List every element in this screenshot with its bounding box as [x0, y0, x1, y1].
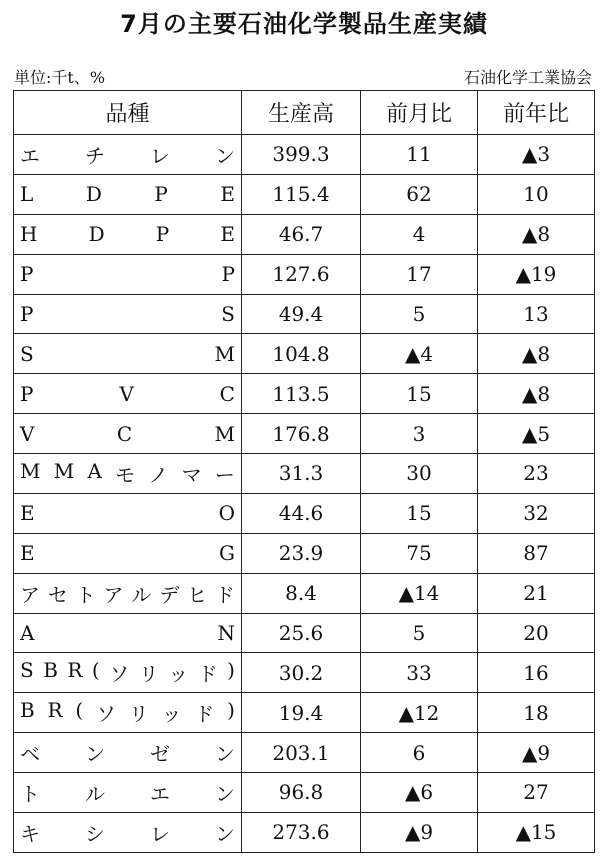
product-name-cell: [14, 414, 242, 454]
mom-cell: 3: [361, 414, 478, 454]
yoy-cell: 23: [478, 454, 595, 494]
product-name-char: ト: [20, 781, 40, 806]
product-name-char: ン: [215, 781, 235, 806]
product-name-char: S: [20, 658, 34, 683]
product-name-cell: [14, 214, 242, 254]
production-cell: 30.2: [242, 653, 361, 693]
header-mom: 前月比: [361, 91, 478, 135]
product-name-char: リ: [128, 702, 149, 727]
production-cell: 8.4: [242, 573, 361, 613]
product-name-char: A: [20, 620, 35, 645]
product-name-char: ヒ: [187, 582, 208, 607]
mom-cell: 62: [361, 174, 478, 214]
product-name-char: セ: [47, 582, 68, 607]
table-row: [14, 174, 595, 214]
yoy-cell: 18: [478, 693, 595, 733]
product-name-char: リ: [138, 662, 159, 687]
table-row: [14, 613, 595, 653]
product-name-cell: [14, 493, 242, 533]
production-cell: 23.9: [242, 533, 361, 573]
product-name-char: シ: [85, 821, 105, 846]
mom-cell: 4: [361, 214, 478, 254]
product-name-char: G: [219, 541, 235, 566]
product-name-cell: [14, 254, 242, 294]
product-name-char: P: [155, 222, 170, 247]
production-cell: 49.4: [242, 294, 361, 334]
mom-cell: ▲4: [361, 334, 478, 374]
production-cell: 96.8: [242, 773, 361, 813]
product-name-char: マ: [181, 462, 202, 487]
source-label: 石油化学工業協会: [463, 68, 592, 87]
mom-cell: ▲12: [361, 693, 478, 733]
product-name-char: (: [91, 658, 100, 683]
mom-cell: 17: [361, 254, 478, 294]
product-name-char: V: [20, 421, 35, 446]
mom-cell: 5: [361, 294, 478, 334]
product-name-char: M: [214, 421, 235, 446]
product-name-char: デ: [159, 582, 180, 607]
table-row: [14, 414, 595, 454]
product-name-char: チ: [85, 143, 105, 168]
mom-cell: 30: [361, 454, 478, 494]
product-name-char: A: [87, 458, 102, 483]
table-row: [14, 334, 595, 374]
table-row: [14, 693, 595, 733]
product-name-cell: [14, 294, 242, 334]
product-name-char: P: [154, 182, 168, 207]
product-name-char: ド: [197, 662, 218, 687]
product-name-char: ド: [194, 702, 215, 727]
table-row: [14, 214, 595, 254]
mom-cell: 5: [361, 613, 478, 653]
product-name-char: ): [227, 698, 235, 723]
mom-cell: ▲6: [361, 773, 478, 813]
yoy-cell: 21: [478, 573, 595, 613]
product-name-char: P: [221, 262, 235, 287]
product-name-char: H: [20, 222, 38, 247]
table-row: [14, 135, 595, 175]
product-name-char: レ: [150, 143, 170, 168]
table-row: [14, 493, 595, 533]
product-name-char: P: [20, 301, 34, 326]
product-name-cell: [14, 174, 242, 214]
production-cell: 46.7: [242, 214, 361, 254]
product-name-char: エ: [150, 781, 170, 806]
product-name-char: ト: [75, 582, 96, 607]
product-name-char: R: [67, 658, 83, 683]
product-name-char: ン: [215, 821, 235, 846]
production-cell: 31.3: [242, 454, 361, 494]
product-name-char: P: [20, 381, 34, 406]
product-name-char: R: [47, 698, 63, 723]
product-name-char: S: [20, 341, 34, 366]
table-row: [14, 773, 595, 813]
yoy-cell: 16: [478, 653, 595, 693]
production-cell: 115.4: [242, 174, 361, 214]
table-row: [14, 254, 595, 294]
yoy-cell: 20: [478, 613, 595, 653]
mom-cell: 11: [361, 135, 478, 175]
product-name-char: M: [214, 341, 235, 366]
product-name-char: V: [119, 381, 134, 406]
product-name-char: E: [220, 182, 235, 207]
product-name-char: P: [20, 262, 34, 287]
product-name-char: ッ: [168, 662, 189, 687]
product-name-cell: [14, 334, 242, 374]
product-name-cell: [14, 773, 242, 813]
product-name-char: ド: [214, 582, 235, 607]
product-name-char: ア: [20, 582, 40, 607]
mom-cell: 33: [361, 653, 478, 693]
product-name-char: E: [20, 541, 35, 566]
yoy-cell: 27: [478, 773, 595, 813]
production-cell: 273.6: [242, 812, 361, 852]
table-row: [14, 573, 595, 613]
product-name-char: B: [43, 658, 58, 683]
product-name-char: ア: [103, 582, 124, 607]
product-name-char: ン: [215, 742, 235, 767]
product-name-cell: [14, 374, 242, 414]
production-table: [13, 90, 595, 853]
product-name-char: M: [53, 458, 75, 483]
product-name-char: ソ: [109, 662, 130, 687]
product-name-char: ゼ: [150, 742, 170, 767]
yoy-cell: 10: [478, 174, 595, 214]
production-cell: 44.6: [242, 493, 361, 533]
mom-cell: 15: [361, 374, 478, 414]
production-cell: 19.4: [242, 693, 361, 733]
header-production: 生産高: [242, 91, 361, 135]
product-name-cell: [14, 693, 242, 733]
product-name-cell: [14, 573, 242, 613]
page-title: 7月の主要石油化学製品生産実績: [120, 10, 488, 38]
table-row: [14, 733, 595, 773]
mom-cell: 6: [361, 733, 478, 773]
yoy-cell: 13: [478, 294, 595, 334]
table-row: [14, 294, 595, 334]
table-body: [14, 135, 595, 853]
product-name-char: C: [116, 421, 133, 446]
product-name-char: エ: [20, 143, 40, 168]
product-name-char: M: [20, 458, 41, 483]
yoy-cell: ▲9: [478, 733, 595, 773]
product-name-char: D: [85, 182, 102, 207]
production-cell: 203.1: [242, 733, 361, 773]
product-name-cell: [14, 135, 242, 175]
production-cell: 127.6: [242, 254, 361, 294]
product-name-cell: [14, 613, 242, 653]
product-name-char: ン: [85, 742, 105, 767]
product-name-char: C: [219, 381, 235, 406]
product-name-cell: [14, 812, 242, 852]
product-name-cell: [14, 733, 242, 773]
product-name-char: ン: [215, 143, 235, 168]
production-cell: 399.3: [242, 135, 361, 175]
product-name-char: L: [20, 182, 34, 207]
product-name-char: O: [218, 501, 235, 526]
mom-cell: 75: [361, 533, 478, 573]
product-name-char: ル: [131, 582, 152, 607]
product-name-char: ノ: [148, 462, 169, 487]
product-name-char: ル: [85, 781, 105, 806]
product-name-cell: [14, 533, 242, 573]
production-cell: 104.8: [242, 334, 361, 374]
product-name-char: S: [221, 301, 235, 326]
yoy-cell: ▲8: [478, 374, 595, 414]
mom-cell: ▲14: [361, 573, 478, 613]
table-header-row: [14, 91, 595, 135]
product-name-cell: [14, 653, 242, 693]
product-name-char: E: [20, 501, 35, 526]
product-name-char: ッ: [161, 702, 182, 727]
yoy-cell: ▲8: [478, 214, 595, 254]
yoy-cell: ▲19: [478, 254, 595, 294]
product-name-char: ): [227, 658, 235, 683]
header-yoy: 前年比: [478, 91, 595, 135]
product-name-char: キ: [20, 821, 40, 846]
table-row: [14, 653, 595, 693]
product-name-char: D: [88, 222, 105, 247]
product-name-char: レ: [150, 821, 170, 846]
yoy-cell: 32: [478, 493, 595, 533]
yoy-cell: 87: [478, 533, 595, 573]
product-name-cell: [14, 454, 242, 494]
yoy-cell: ▲15: [478, 812, 595, 852]
mom-cell: ▲9: [361, 812, 478, 852]
mom-cell: 15: [361, 493, 478, 533]
product-name-char: E: [220, 222, 235, 247]
product-name-char: N: [217, 620, 235, 645]
unit-label: 単位:千t、%: [14, 68, 106, 87]
yoy-cell: ▲3: [478, 135, 595, 175]
table-row: [14, 454, 595, 494]
production-cell: 176.8: [242, 414, 361, 454]
yoy-cell: ▲8: [478, 334, 595, 374]
product-name-char: ベ: [20, 742, 40, 767]
yoy-cell: ▲5: [478, 414, 595, 454]
header-product: 品種: [14, 91, 242, 135]
table-row: [14, 374, 595, 414]
product-name-char: モ: [115, 462, 136, 487]
product-name-char: (: [75, 698, 84, 723]
product-name-char: B: [20, 698, 35, 723]
table-row: [14, 533, 595, 573]
table-row: [14, 812, 595, 852]
product-name-char: ソ: [95, 702, 116, 727]
production-cell: 25.6: [242, 613, 361, 653]
production-cell: 113.5: [242, 374, 361, 414]
product-name-char: ー: [214, 462, 235, 487]
